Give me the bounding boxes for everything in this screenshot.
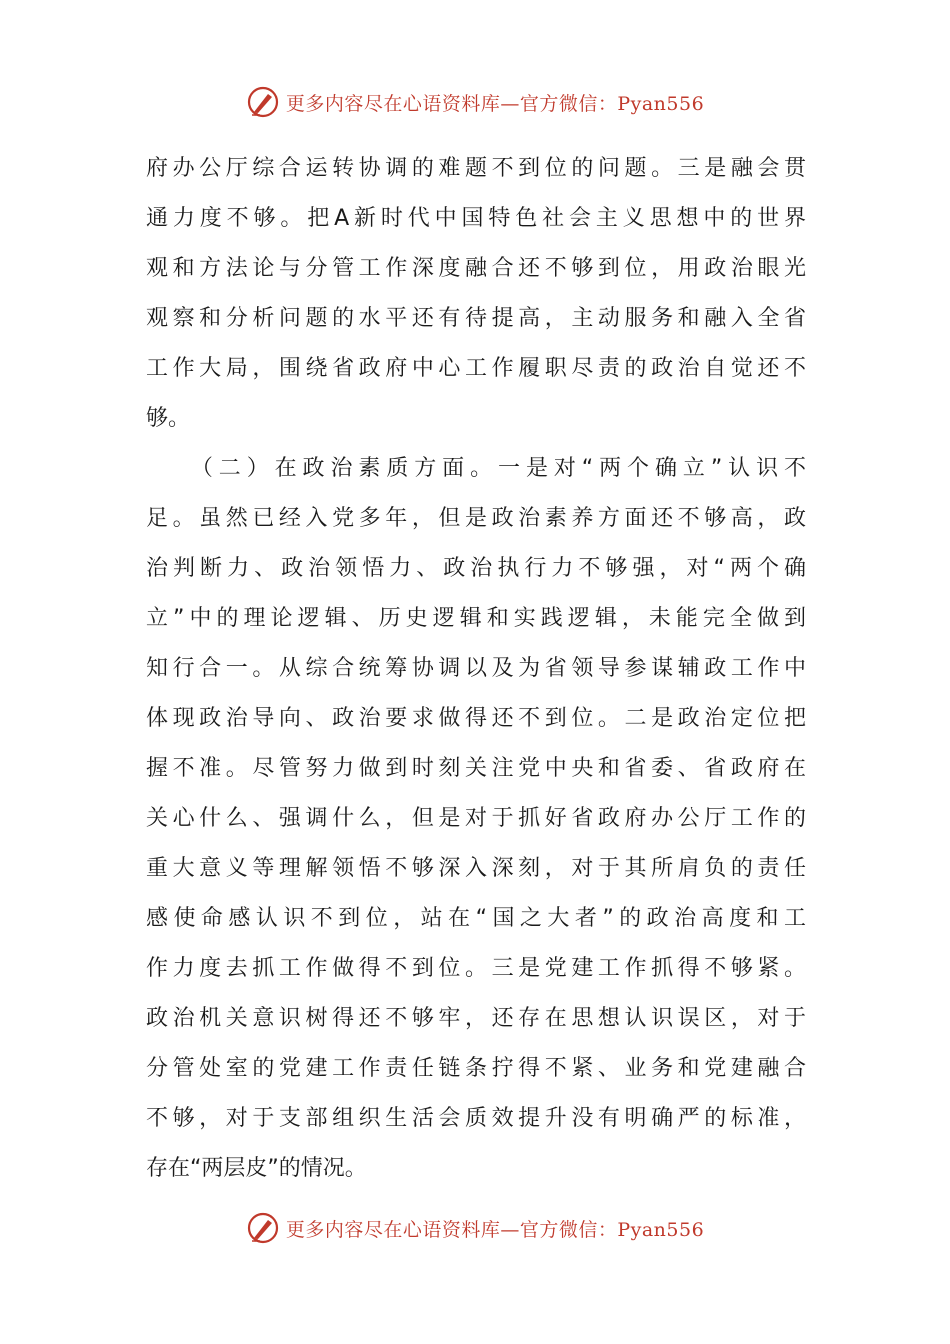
text-line: 握不准。尽管努力做到时刻关注党中央和省委、省政府在 [146, 756, 806, 781]
text-line: 够。 [146, 406, 191, 431]
quill-logo-icon [246, 1211, 280, 1245]
text-line: 工作大局，围绕省政府中心工作履职尽责的政治自觉还不 [146, 356, 806, 381]
text-line: 足。虽然已经入党多年，但是政治素养方面还不够高，政 [146, 506, 806, 531]
watermark-text: 更多内容尽在心语资料库—官方微信：Pyan556 [285, 1218, 705, 1241]
quill-logo-icon [246, 85, 280, 119]
text-line: 观察和分析问题的水平还有待提高，主动服务和融入全省 [146, 306, 806, 331]
watermark-banner-bottom [0, 1208, 950, 1248]
text-line: 知行合一。从综合统筹协调以及为省领导参谋辅政工作中 [146, 656, 806, 681]
paragraph [146, 144, 806, 444]
text-line: 不够，对于支部组织生活会质效提升没有明确严的标准， [146, 1106, 806, 1131]
text-line: 体现政治导向、政治要求做得还不到位。二是政治定位把 [146, 706, 806, 731]
text-line: 分管处室的党建工作责任链条拧得不紧、业务和党建融合 [146, 1056, 806, 1081]
text-line: 感使命感认识不到位，站在“国之大者”的政治高度和工 [146, 906, 806, 931]
text-line: 观和方法论与分管工作深度融合还不够到位，用政治眼光 [146, 256, 806, 281]
text-line: 存在“两层皮”的情况。 [146, 1156, 367, 1181]
watermark-banner-top [0, 82, 950, 122]
text-line: 重大意义等理解领悟不够深入深刻，对于其所肩负的责任 [146, 856, 806, 881]
text-line: 政治机关意识树得还不够牢，还存在思想认识误区，对于 [146, 1006, 806, 1031]
document-body [146, 144, 806, 1194]
text-line: 治判断力、政治领悟力、政治执行力不够强，对“两个确 [146, 556, 806, 581]
text-line: （二）在政治素质方面。一是对“两个确立”认识不 [146, 456, 806, 481]
text-line: 关心什么、强调什么，但是对于抓好省政府办公厅工作的 [146, 806, 806, 831]
paragraph [146, 444, 806, 1194]
watermark-text: 更多内容尽在心语资料库—官方微信：Pyan556 [285, 92, 705, 115]
text-line: 立”中的理论逻辑、历史逻辑和实践逻辑，未能完全做到 [146, 606, 806, 631]
text-line: 府办公厅综合运转协调的难题不到位的问题。三是融会贯 [146, 156, 806, 181]
text-line: 作力度去抓工作做得不到位。三是党建工作抓得不够紧。 [146, 956, 806, 981]
text-line: 通力度不够。把A新时代中国特色社会主义思想中的世界 [146, 206, 806, 231]
